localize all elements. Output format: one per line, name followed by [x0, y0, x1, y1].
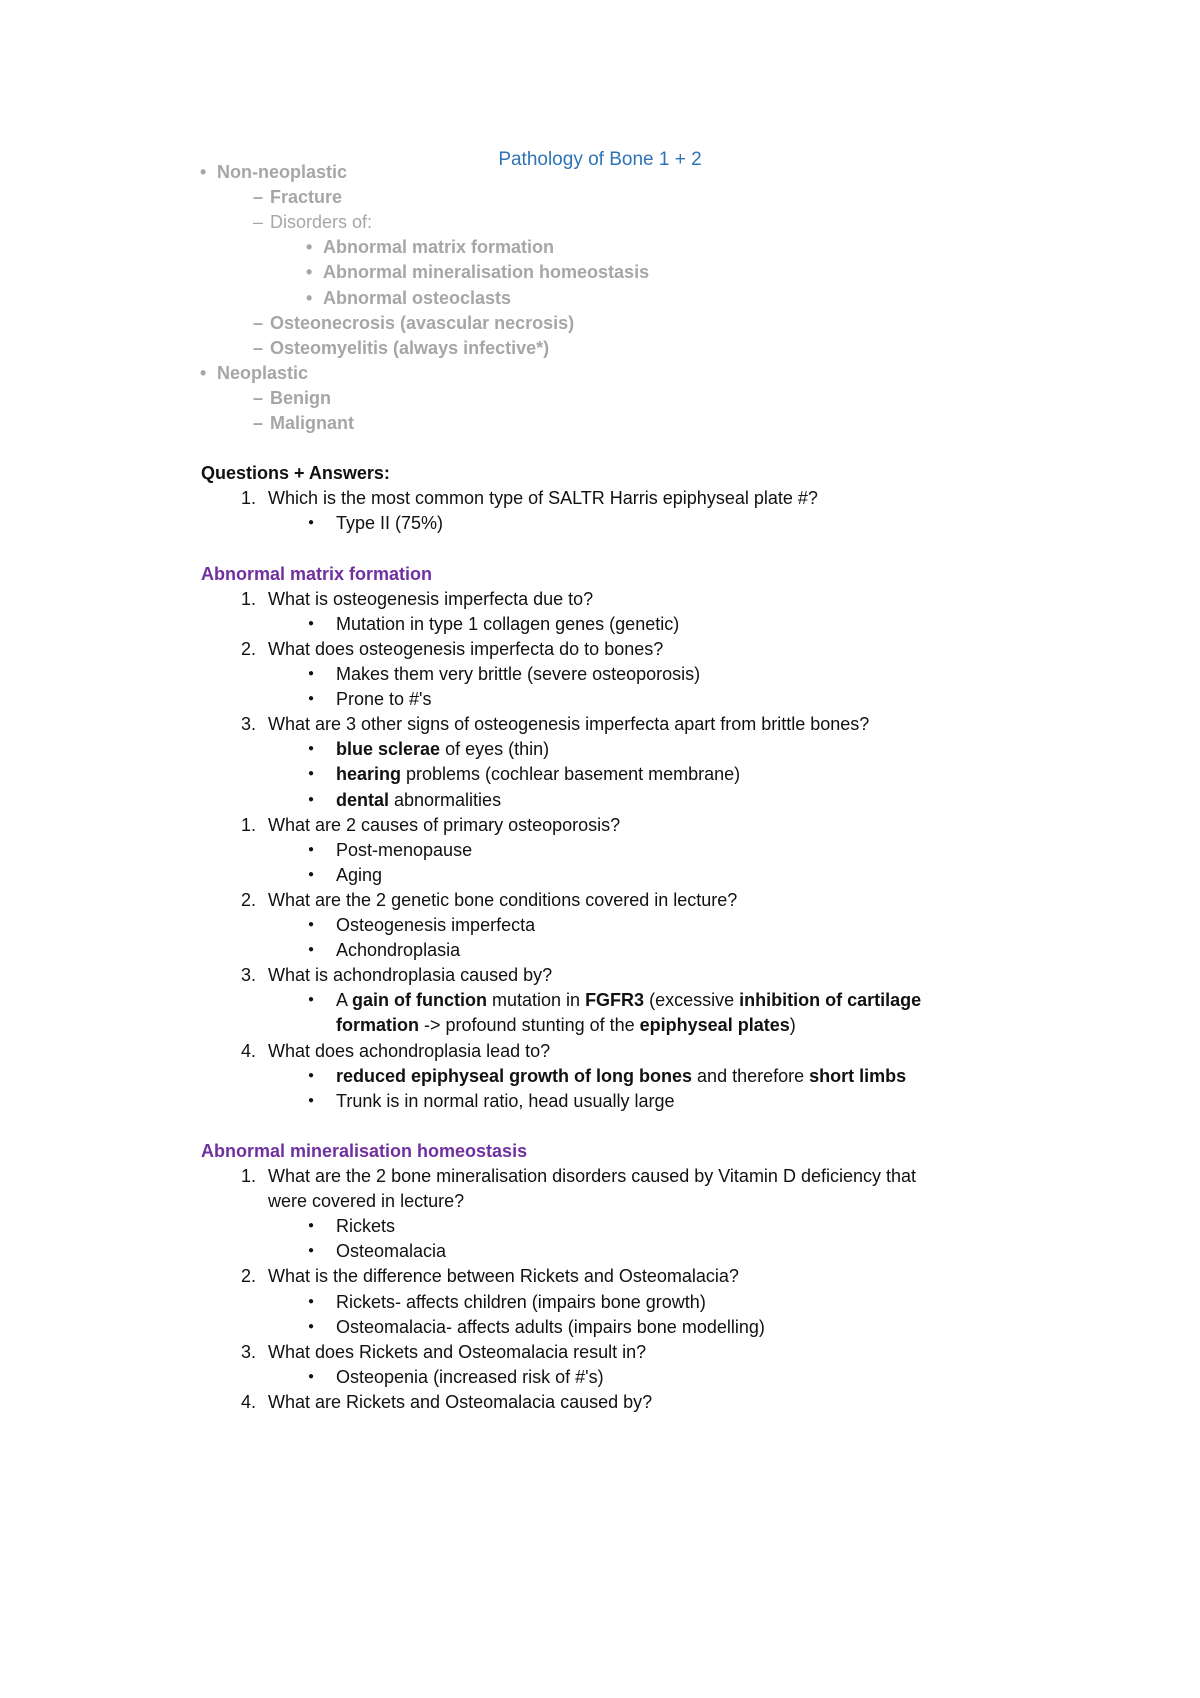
answer-text	[336, 937, 460, 964]
answer-segment: and therefore	[692, 1065, 810, 1086]
bullet-icon: ●	[308, 1370, 315, 1382]
question-number: 2.	[240, 889, 256, 910]
bullet-icon: ●	[308, 517, 315, 529]
answer-segment: Mutation in type 1 collagen genes (genetic)	[336, 613, 680, 634]
answer-bold-text: blue sclerae	[336, 739, 441, 760]
question-text: What are 3 other signs of osteogenesis imperfecta apart from brittle bones?	[268, 714, 870, 735]
answer-segment: mutation in	[487, 990, 586, 1011]
answer-segment: (excessive	[644, 990, 740, 1011]
bullet-icon: ●	[308, 668, 315, 679]
answer-text	[336, 912, 535, 939]
answer-segment: -> profound stunting of the	[419, 1015, 640, 1036]
outline-marker: –	[253, 312, 264, 333]
question-text: What are 2 causes of primary osteoporosis?	[268, 814, 621, 835]
outline-text: Osteonecrosis (avascular necrosis)	[270, 312, 575, 333]
section-heading-text: Abnormal matrix formation	[201, 563, 433, 584]
outline-text: Osteomyelitis (always infective*)	[270, 337, 550, 358]
bullet-icon: ●	[308, 743, 315, 755]
question-text: What are the 2 genetic bone conditions covered in lecture?	[268, 889, 738, 910]
outline-text: Disorders of:	[270, 212, 373, 233]
outline-text: Non-neoplastic	[217, 162, 348, 182]
answer-text	[336, 686, 432, 713]
bullet-icon: ●	[308, 868, 315, 880]
question-text: What are the 2 bone mineralisation disorders caused by Vitamin D deficiency that	[268, 1166, 917, 1186]
answer-text	[336, 611, 679, 638]
answer-segment: Rickets	[336, 1216, 396, 1237]
bullet-icon: ●	[308, 768, 315, 780]
answer-text	[336, 1238, 446, 1265]
bullet-icon: ●	[308, 919, 315, 930]
answer-text	[336, 987, 921, 1014]
question-text: What is the difference between Rickets and Osteomalacia?	[268, 1266, 739, 1287]
answer-text	[336, 761, 740, 788]
bullet-icon: ●	[308, 994, 315, 1006]
question-number: 4.	[240, 1040, 256, 1061]
question-text: What does osteogenesis imperfecta do to bones?	[268, 638, 664, 659]
question-text: What does achondroplasia lead to?	[268, 1040, 551, 1061]
answer-text	[336, 787, 501, 814]
question-number: 3.	[240, 1341, 256, 1362]
outline-text: Abnormal mineralisation homeostasis	[323, 262, 650, 283]
answer-text	[336, 1314, 765, 1341]
bullet-icon: ●	[308, 793, 315, 805]
answer-text	[336, 736, 549, 763]
answer-text	[336, 1364, 604, 1391]
answer-segment: A	[336, 990, 353, 1011]
answer-text	[336, 862, 382, 889]
answer-text	[336, 1213, 395, 1240]
answer-segment: Rickets- affects children (impairs bone growth)	[336, 1291, 706, 1312]
answer-segment: Makes them very brittle (severe osteoporosis)	[336, 664, 701, 684]
outline-marker: –	[253, 187, 264, 208]
answer-segment: Trunk is in normal ratio, head usually large	[336, 1090, 675, 1111]
bullet-icon: ●	[308, 1094, 315, 1106]
question-number: 2.	[240, 638, 256, 659]
answer-bold-text: formation	[336, 1015, 419, 1036]
question-number: 2.	[240, 1266, 256, 1287]
answer-text	[336, 661, 700, 688]
section-heading-text: Abnormal mineralisation homeostasis	[201, 1140, 528, 1161]
answer-bold-text: inhibition of cartilage	[739, 990, 922, 1011]
outline-marker: –	[253, 212, 264, 233]
answer-segment: Achondroplasia	[336, 940, 461, 961]
question-number: 1.	[240, 1166, 256, 1186]
bullet-icon: ●	[308, 1069, 315, 1081]
answer-text	[336, 1289, 706, 1316]
outline-text: Malignant	[270, 413, 354, 433]
answer-text	[336, 1012, 796, 1039]
answer-bold-text: dental	[336, 789, 390, 810]
outline-text: Fracture	[270, 187, 343, 208]
outline-marker: –	[253, 387, 264, 408]
outline-text: Abnormal osteoclasts	[323, 287, 512, 308]
answer-text	[336, 1088, 675, 1115]
bullet-icon: ●	[308, 617, 315, 629]
question-number: 1.	[240, 814, 256, 835]
outline-text: Neoplastic	[217, 362, 309, 383]
outline-marker: •	[200, 162, 207, 182]
bullet-icon: ●	[308, 1220, 315, 1232]
outline-marker: •	[306, 237, 313, 258]
answer-segment: problems (cochlear basement membrane)	[401, 764, 741, 785]
bullet-icon: ●	[308, 693, 315, 705]
bullet-icon: ●	[308, 1295, 315, 1307]
page-title: Pathology of Bone 1 + 2	[498, 149, 702, 170]
answer-segment: Osteopenia (increased risk of #'s)	[336, 1366, 604, 1387]
answer-bold-text: reduced epiphyseal growth of long bones	[336, 1065, 693, 1086]
question-text: were covered in lecture?	[268, 1191, 465, 1212]
outline-marker: •	[306, 262, 313, 283]
question-text: What are Rickets and Osteomalacia caused by?	[268, 1391, 653, 1412]
question-number: 3.	[240, 714, 256, 735]
answer-bold-text: hearing	[336, 764, 402, 785]
answer-segment: Osteomalacia- affects adults (impairs bone modelling)	[336, 1316, 765, 1337]
answer-bold-text: gain of function	[352, 990, 487, 1011]
outline-marker: –	[253, 337, 264, 358]
answer-segment: Type II (75%)	[336, 513, 444, 534]
answer-text	[336, 1063, 906, 1090]
answer-segment: Prone to #'s	[336, 689, 432, 710]
answer-bold-text: FGFR3	[585, 990, 645, 1011]
outline-text: Abnormal matrix formation	[323, 237, 555, 258]
answer-text	[336, 510, 443, 537]
answer-bold-text: short limbs	[809, 1065, 907, 1086]
answer-segment: Osteomalacia	[336, 1241, 447, 1262]
question-text: What does Rickets and Osteomalacia result in?	[268, 1341, 647, 1362]
question-text: Which is the most common type of SALTR Harris epiphyseal plate #?	[268, 488, 818, 509]
outline-marker: –	[253, 413, 264, 433]
answer-segment: of eyes (thin)	[440, 739, 550, 760]
bullet-icon: ●	[308, 1245, 315, 1257]
answer-bold-text: epiphyseal plates	[639, 1015, 790, 1036]
question-number: 3.	[240, 965, 256, 986]
answer-segment: )	[789, 1015, 796, 1036]
question-number: 4.	[240, 1391, 256, 1412]
answer-segment: Post-menopause	[336, 839, 473, 860]
outline-text: Benign	[270, 387, 331, 408]
answer-text	[336, 837, 472, 864]
bullet-icon: ●	[308, 1320, 315, 1332]
answer-segment: Aging	[336, 864, 383, 885]
answer-segment: abnormalities	[389, 789, 502, 810]
question-text: What is osteogenesis imperfecta due to?	[268, 588, 594, 609]
answer-segment: Osteogenesis imperfecta	[336, 915, 536, 935]
question-number: 1.	[240, 488, 256, 509]
bullet-icon: ●	[308, 944, 315, 956]
outline-marker: •	[200, 362, 207, 383]
outline-marker: •	[306, 287, 313, 308]
bullet-icon: ●	[308, 843, 315, 855]
qa-heading-text: Questions + Answers:	[201, 463, 390, 484]
question-text: What is achondroplasia caused by?	[268, 965, 553, 986]
question-number: 1.	[240, 588, 256, 609]
